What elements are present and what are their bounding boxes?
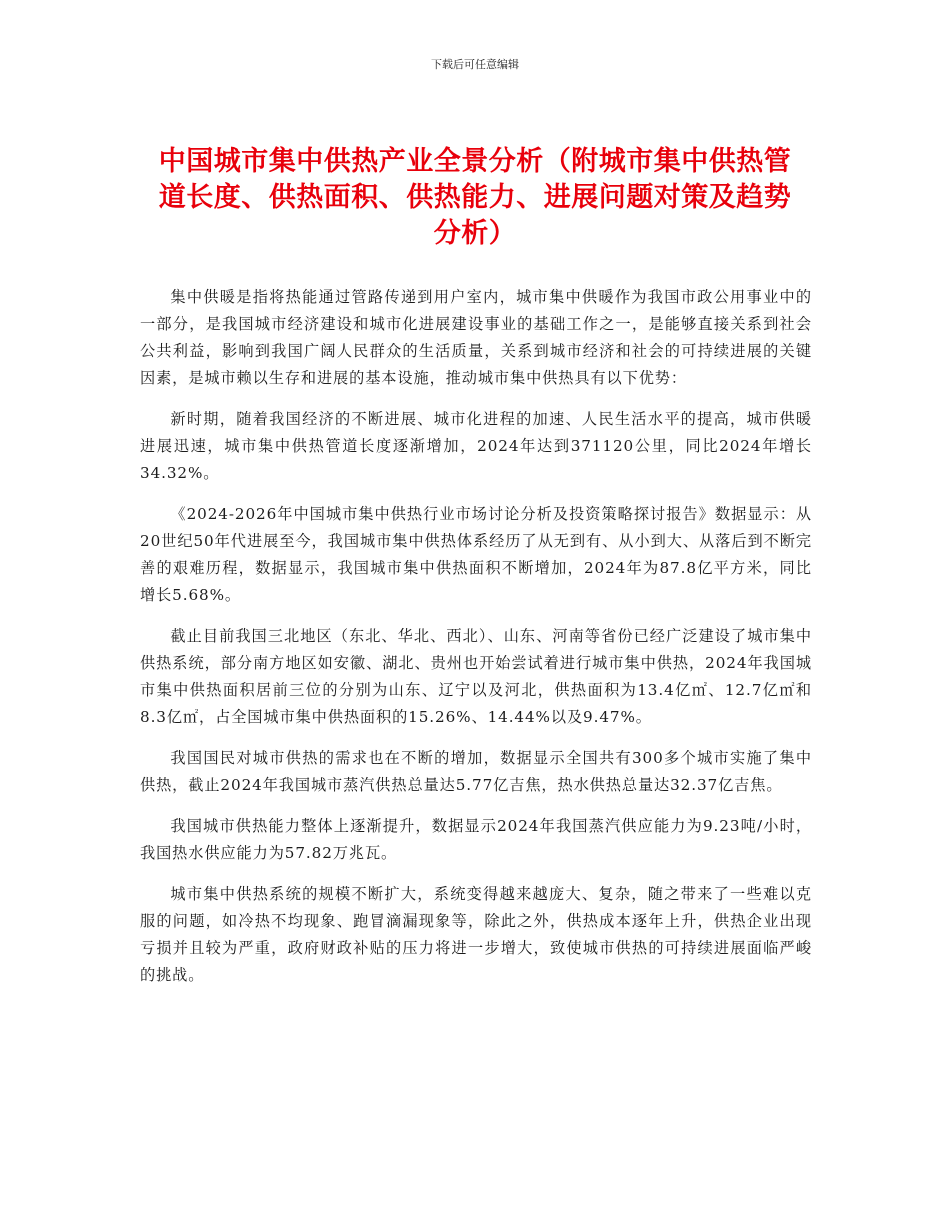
header-note: 下载后可任意编辑	[431, 58, 519, 71]
document-body	[140, 284, 812, 1003]
paragraph: 新时期，随着我国经济的不断进展、城市化进程的加速、人民生活水平的提高，城市供暖进展迅速，城市集中供热管道长度逐渐增加，2024年达到371120公里，同比2024年增长34.32%。	[140, 410, 812, 482]
paragraph: 我国城市供热能力整体上逐渐提升，数据显示2024年我国蒸汽供应能力为9.23吨/小时，我国热水供应能力为57.82万兆瓦。	[140, 817, 812, 862]
paragraph: 《2024-2026年中国城市集中供热行业市场讨论分析及投资策略探讨报告》数据显示：从20世纪50年代进展至今，我国城市集中供热体系经历了从无到有、从小到大、从落后到不断完善的艰难历程，数据显示，我国城市集中供热面积不断增加，2024年为87.8亿平方米，同比增长5.68%。	[140, 505, 812, 604]
paragraph: 城市集中供热系统的规模不断扩大，系统变得越来越庞大、复杂，随之带来了一些难以克服的问题，如冷热不均现象、跑冒滴漏现象等，除此之外，供热成本逐年上升，供热企业出现亏损并且较为严重，政府财政补贴的压力将进一步增大，致使城市供热的可持续进展面临严峻的挑战。	[140, 885, 812, 984]
paragraph: 集中供暖是指将热能通过管路传递到用户室内，城市集中供暖作为我国市政公用事业中的一部分，是我国城市经济建设和城市化进展建设事业的基础工作之一，是能够直接关系到社会公共利益，影响到我国广阔人民群众的生活质量，关系到城市经济和社会的可持续进展的关键因素，是城市赖以生存和进展的基本设施，推动城市集中供热具有以下优势：	[140, 288, 812, 387]
paragraph: 截止目前我国三北地区（东北、华北、西北）、山东、河南等省份已经广泛建设了城市集中供热系统，部分南方地区如安徽、湖北、贵州也开始尝试着进行城市集中供热，2024年我国城市集中供热面积居前三位的分别为山东、辽宁以及河北，供热面积为13.4亿㎡、12.7亿㎡和8.3亿㎡，占全国城市集中供热面积的15.26%、14.44%以及9.47%。	[140, 627, 812, 726]
document-title: 中国城市集中供热产业全景分析（附城市集中供热管道长度、供热面积、供热能力、进展问题对策及趋势分析）	[158, 146, 792, 249]
paragraph: 我国国民对城市供热的需求也在不断的增加，数据显示全国共有300多个城市实施了集中供热，截止2024年我国城市蒸汽供热总量达5.77亿吉焦，热水供热总量达32.37亿吉焦。	[140, 749, 812, 794]
